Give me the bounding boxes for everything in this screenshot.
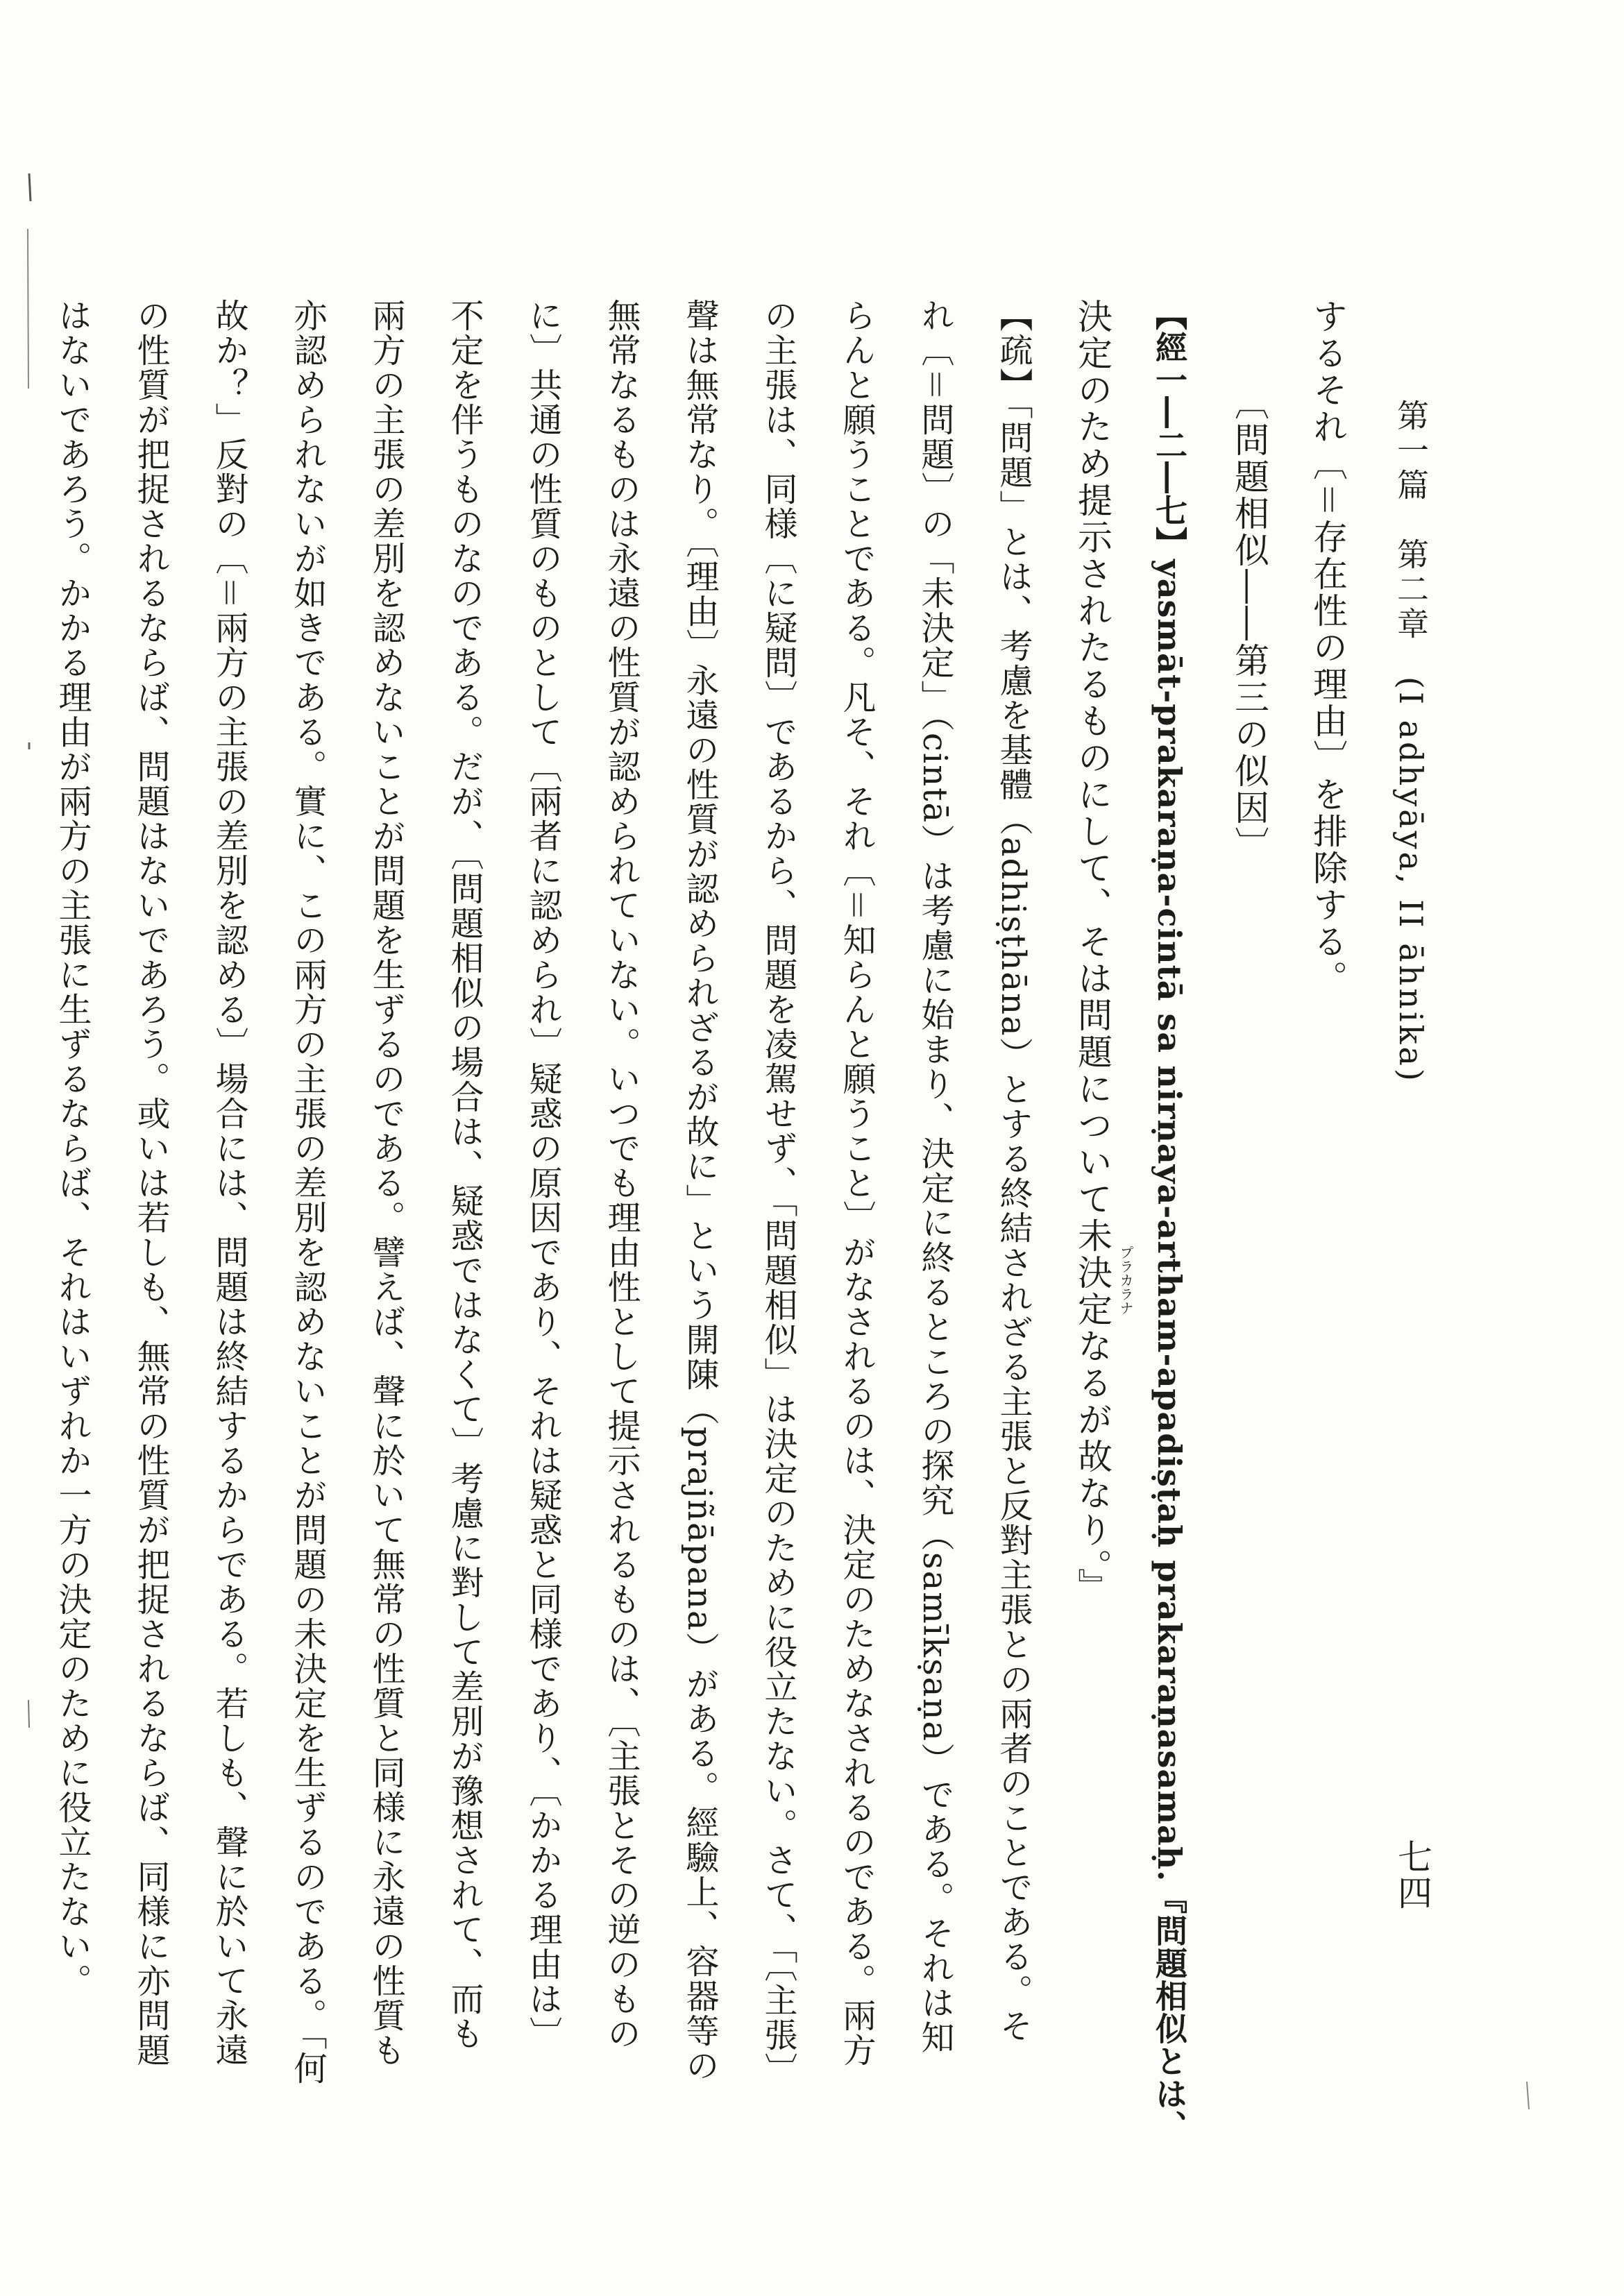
- scan-mark: [29, 173, 31, 201]
- commentary-column: に〕共通の性質のものとして〔兩者に認められ〕疑惑の原因であり、それは疑惑と同様であり、〔かかる理由は〕: [523, 298, 562, 2051]
- commentary-column: 無常なるものは永遠の性質が認められていない。いつでも理由性として提示されるものは、〔主張とその逆のもの: [602, 298, 641, 2051]
- commentary-column: の主張は、同様〔に疑問〕であるから、問題を凌駕せず、「問題相似」は決定のために役立たない。さて、「〔主張〕: [759, 298, 797, 2087]
- ruby-annotation: プラカラナ: [1117, 1245, 1134, 1315]
- commentary-column: 【疏】「問題」とは、考慮を基體（adhiṣṭhāna）とする終結されざる主張と反對主張との兩者のことである。そ: [994, 298, 1033, 2043]
- scan-mark: [1527, 2082, 1529, 2109]
- commentary-column: れ〔＝問題〕の「未決定」（cintā）は考慮に始まり、決定に終るところの探究（samīkṣaṇa）である。それは知: [915, 298, 954, 2055]
- section-heading: 〔問題相似――第三の似因〕: [1229, 385, 1269, 863]
- scan-mark: [28, 1700, 29, 1728]
- sutra-text: 【經一―二―七】yasmāt-prakaraṇa-cintā sa nirṇaya-artham-apadiṣṭaḥ prakaraṇasamaḥ.『問題相似とは、: [1151, 298, 1188, 2143]
- commentary-column: はないであろう。かかる理由が兩方の主張に生ずるならば、それはいずれか一方の決定のために役立たない。: [53, 298, 92, 1998]
- commentary-column: 亦認められないが如きである。實に、この兩方の主張の差別を認めないことが問題の未決定を生ずるのである。「何: [288, 298, 327, 2086]
- running-header: 第一篇 第二章 (I adhyāya, II āhnika): [1392, 399, 1430, 1084]
- commentary-column: の性質が把捉されるならば、問題はないであろう。或いは若しも、無常の性質が把捉されるならば、同様に亦問題: [131, 298, 170, 2068]
- sutra-translation: 決定のため提示されたるものにして、そは問題について未決定なるが故なり。』: [1072, 298, 1113, 1605]
- commentary-column: 故か？」反對の〔＝兩方の主張の差別を認める〕場合には、問題は終結するからである。若しも、聲に於いて永遠: [210, 298, 248, 2068]
- commentary-column: 不定を伴うものなのである。だが、〔問題相似の場合は、疑惑ではなくて〕考慮に對して差別が豫想されて、而も: [445, 298, 484, 2051]
- commentary-column: らんと願うことである。凡そ、それ〔＝知らんと願うこと〕がなされるのは、決定のためなされるのである。兩方: [837, 298, 876, 2068]
- text-column-1: するそれ〔＝存在性の理由〕を排除する。: [1308, 298, 1348, 997]
- page-number: 七四: [1392, 1839, 1432, 1911]
- commentary-column: 聲は無常なり。〔理由〕永遠の性質が認められざるが故に」という開陳（prajñāpana）がある。經驗上、容器等の: [680, 298, 719, 2083]
- commentary-column: 兩方の主張の差別を認めないことが問題を生ずるのである。譬えば、聲に於いて無常の性質と同様に永遠の性質も: [366, 298, 405, 2068]
